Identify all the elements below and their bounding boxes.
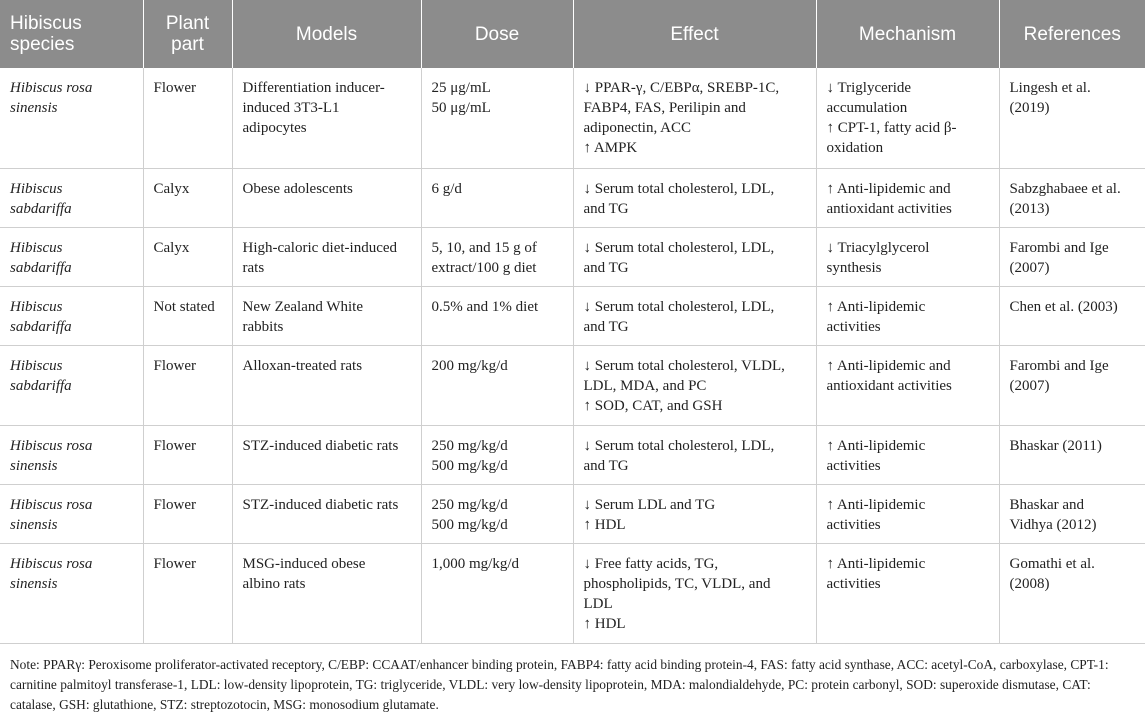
- dose-cell: [421, 227, 573, 286]
- dose-cell-line: 500 mg/kg/d: [431, 457, 508, 474]
- effect-cell-line: and TG: [583, 318, 629, 335]
- effect-cell-line: ↑ HDL: [583, 516, 626, 533]
- dose-cell-line: 25 μg/mL: [431, 80, 491, 96]
- effect-cell: [573, 168, 816, 227]
- species-cell: [0, 68, 143, 168]
- effect-cell-line: ↓ Serum total cholesterol, VLDL,: [583, 357, 785, 374]
- model-cell: [232, 425, 421, 484]
- model-cell-line: STZ-induced diabetic rats: [242, 496, 399, 513]
- dose-cell-line: 0.5% and 1% diet: [431, 298, 539, 315]
- header-references: References: [999, 0, 1145, 68]
- effect-cell-line: ↓ PPAR-γ, C/EBPα, SREBP-1C,: [583, 80, 780, 96]
- reference-cell: [999, 286, 1145, 345]
- mechanism-cell: [816, 68, 999, 168]
- dose-cell-line: 5, 10, and 15 g of: [431, 239, 537, 256]
- plant-part-cell: Calyx: [143, 227, 232, 286]
- reference-cell-line: Vidhya (2012): [1009, 516, 1097, 533]
- dose-cell: [421, 68, 573, 168]
- mechanism-cell-line: antioxidant activities: [826, 200, 952, 217]
- effect-cell-line: FABP4, FAS, Perilipin and: [583, 100, 746, 116]
- model-cell: [232, 68, 421, 168]
- species-cell: [0, 425, 143, 484]
- table-row: [0, 68, 1145, 168]
- model-cell: [232, 543, 421, 643]
- effect-cell: [573, 286, 816, 345]
- species-cell-line: sabdariffa: [10, 200, 72, 217]
- table-row: [0, 345, 1145, 425]
- mechanism-cell-line: antioxidant activities: [826, 377, 952, 394]
- model-cell-line: STZ-induced diabetic rats: [242, 437, 399, 454]
- dose-cell: [421, 168, 573, 227]
- reference-cell-line: Gomathi et al.: [1009, 555, 1095, 572]
- reference-cell-line: Lingesh et al.: [1009, 80, 1091, 96]
- model-cell-line: albino rats: [242, 575, 306, 592]
- species-cell: [0, 286, 143, 345]
- effect-cell: [573, 227, 816, 286]
- dose-cell: [421, 286, 573, 345]
- reference-cell-line: (2019): [1009, 100, 1050, 116]
- model-cell-line: New Zealand White: [242, 298, 364, 315]
- reference-cell-line: (2007): [1009, 377, 1050, 394]
- dose-cell: [421, 345, 573, 425]
- effect-cell: [573, 345, 816, 425]
- species-cell-line: sabdariffa: [10, 259, 72, 276]
- table-row: [0, 227, 1145, 286]
- mechanism-cell: [816, 484, 999, 543]
- model-cell-line: induced 3T3-L1: [242, 100, 340, 116]
- mechanism-cell-line: activities: [826, 457, 881, 474]
- reference-cell-line: Bhaskar and: [1009, 496, 1085, 513]
- reference-cell: [999, 168, 1145, 227]
- table-row: [0, 484, 1145, 543]
- mechanism-cell-line: accumulation: [826, 100, 908, 116]
- model-cell-line: rats: [242, 259, 265, 276]
- dose-cell: [421, 484, 573, 543]
- species-cell-line: Hibiscus: [10, 357, 63, 374]
- species-cell: [0, 484, 143, 543]
- effect-cell-line: adiponectin, ACC: [583, 120, 691, 136]
- effect-cell-line: and TG: [583, 259, 629, 276]
- mechanism-cell: [816, 345, 999, 425]
- reference-cell-line: (2013): [1009, 200, 1050, 217]
- effect-cell-line: and TG: [583, 457, 629, 474]
- header-species: Hibiscus species: [0, 0, 143, 68]
- model-cell-line: rabbits: [242, 318, 284, 335]
- mechanism-cell-line: ↓ Triacylglycerol: [826, 239, 930, 256]
- plant-part-cell: Flower: [143, 484, 232, 543]
- model-cell: [232, 345, 421, 425]
- mechanism-cell: [816, 168, 999, 227]
- model-cell-line: Alloxan-treated rats: [242, 357, 363, 374]
- reference-cell: [999, 68, 1145, 168]
- header-plant-part: Plant part: [143, 0, 232, 68]
- effect-cell-line: LDL: [583, 595, 613, 612]
- effect-cell-line: ↓ Serum LDL and TG: [583, 496, 716, 513]
- species-cell-line: Hibiscus: [10, 298, 63, 315]
- plant-part-cell: Flower: [143, 345, 232, 425]
- mechanism-cell: [816, 286, 999, 345]
- mechanism-cell-line: synthesis: [826, 259, 882, 276]
- model-cell-line: adipocytes: [242, 120, 307, 136]
- species-cell-line: Hibiscus rosa: [10, 555, 93, 572]
- table-body: [0, 68, 1145, 643]
- dose-cell-line: 500 mg/kg/d: [431, 516, 508, 533]
- mechanism-cell-line: activities: [826, 318, 881, 335]
- header-row: [0, 0, 1145, 68]
- mechanism-cell-line: ↑ Anti-lipidemic: [826, 437, 926, 454]
- mechanism-cell-line: ↑ Anti-lipidemic and: [826, 180, 951, 197]
- model-cell-line: Differentiation inducer-: [242, 80, 385, 96]
- effect-cell-line: ↓ Serum total cholesterol, LDL,: [583, 437, 775, 454]
- model-cell: [232, 286, 421, 345]
- dose-cell-line: 6 g/d: [431, 180, 462, 197]
- reference-cell: [999, 345, 1145, 425]
- plant-part-cell: Calyx: [143, 168, 232, 227]
- species-cell-line: Hibiscus rosa: [10, 437, 93, 454]
- species-cell: [0, 345, 143, 425]
- plant-part-cell: Flower: [143, 425, 232, 484]
- dose-cell-line: extract/100 g diet: [431, 259, 537, 276]
- species-cell-line: sinensis: [10, 516, 58, 533]
- mechanism-cell-line: activities: [826, 516, 881, 533]
- reference-cell-line: Sabzghabaee et al.: [1009, 180, 1121, 197]
- reference-cell-line: Bhaskar (2011): [1009, 437, 1102, 454]
- model-cell: [232, 227, 421, 286]
- header-dose: Dose: [421, 0, 573, 68]
- mechanism-cell-line: ↑ CPT-1, fatty acid β-: [826, 120, 957, 136]
- effect-cell-line: ↓ Serum total cholesterol, LDL,: [583, 298, 775, 315]
- plant-part-cell: Not stated: [143, 286, 232, 345]
- reference-cell-line: Farombi and Ige: [1009, 239, 1109, 256]
- mechanism-cell: [816, 425, 999, 484]
- effect-cell: [573, 68, 816, 168]
- species-cell-line: Hibiscus rosa: [10, 80, 93, 96]
- mechanism-cell-line: ↑ Anti-lipidemic: [826, 496, 926, 513]
- mechanism-cell: [816, 543, 999, 643]
- reference-cell: [999, 425, 1145, 484]
- table-row: [0, 425, 1145, 484]
- mechanism-cell-line: ↑ Anti-lipidemic: [826, 555, 926, 572]
- effect-cell-line: ↓ Serum total cholesterol, LDL,: [583, 239, 775, 256]
- mechanism-cell-line: ↑ Anti-lipidemic: [826, 298, 926, 315]
- dose-cell-line: 200 mg/kg/d: [431, 357, 508, 374]
- reference-cell: [999, 227, 1145, 286]
- species-cell-line: Hibiscus: [10, 239, 63, 256]
- plant-part-cell: Flower: [143, 543, 232, 643]
- species-cell-line: sinensis: [10, 100, 58, 116]
- effect-cell-line: ↑ HDL: [583, 615, 626, 632]
- dose-cell: [421, 425, 573, 484]
- mechanism-cell-line: activities: [826, 575, 881, 592]
- reference-cell: [999, 543, 1145, 643]
- model-cell-line: MSG-induced obese: [242, 555, 366, 572]
- dose-cell-line: 250 mg/kg/d: [431, 437, 508, 454]
- effect-cell-line: ↓ Free fatty acids, TG,: [583, 555, 719, 572]
- mechanism-cell-line: oxidation: [826, 140, 884, 156]
- effect-cell-line: and TG: [583, 200, 629, 217]
- plant-part-cell: Flower: [143, 68, 232, 168]
- table-row: [0, 168, 1145, 227]
- effect-cell: [573, 543, 816, 643]
- dose-cell: [421, 543, 573, 643]
- effect-cell-line: LDL, MDA, and PC: [583, 377, 707, 394]
- dose-cell-line: 50 μg/mL: [431, 100, 491, 116]
- species-cell-line: sabdariffa: [10, 318, 72, 335]
- reference-cell-line: Chen et al. (2003): [1009, 298, 1118, 315]
- header-effect: Effect: [573, 0, 816, 68]
- species-cell-line: Hibiscus rosa: [10, 496, 93, 513]
- species-cell-line: sabdariffa: [10, 377, 72, 394]
- model-cell-line: Obese adolescents: [242, 180, 353, 197]
- species-cell-line: sinensis: [10, 575, 58, 592]
- species-cell-line: Hibiscus: [10, 180, 63, 197]
- header-mechanism: Mechanism: [816, 0, 999, 68]
- reference-cell-line: Farombi and Ige: [1009, 357, 1109, 374]
- mechanism-cell: [816, 227, 999, 286]
- effect-cell: [573, 425, 816, 484]
- reference-cell-line: (2007): [1009, 259, 1050, 276]
- table-footnote: Note: PPARγ: Peroxisome proliferator-activated receptory, C/EBP: CCAAT/enhancer binding protein, FABP4: fatty acid binding protein-4, FAS: fatty acid synthase, ACC: acetyl-CoA, carboxylase, CPT-1: carnitine palmitoyl transferase-1, LDL: low-density lipoprotein, TG: triglyceride, VLDL: very low-density lipoprotein, MDA: malondialdehyde, PC: protein carbonyl, SOD: superoxide dismutase, CAT: catalase, GSH: glutathione, STZ: streptozotocin, MSG: monosodium glutamate.: [10, 657, 1109, 712]
- model-cell-line: High-caloric diet-induced: [242, 239, 398, 256]
- dose-cell-line: 250 mg/kg/d: [431, 496, 508, 513]
- species-cell: [0, 168, 143, 227]
- table-row: [0, 543, 1145, 643]
- species-cell: [0, 543, 143, 643]
- model-cell: [232, 484, 421, 543]
- effect-cell-line: ↑ SOD, CAT, and GSH: [583, 397, 723, 414]
- mechanism-cell-line: ↓ Triglyceride: [826, 80, 912, 96]
- effect-cell-line: ↑ AMPK: [583, 140, 638, 156]
- mechanism-cell-line: ↑ Anti-lipidemic and: [826, 357, 951, 374]
- species-cell: [0, 227, 143, 286]
- effect-cell-line: ↓ Serum total cholesterol, LDL,: [583, 180, 775, 197]
- species-cell-line: sinensis: [10, 457, 58, 474]
- effect-cell: [573, 484, 816, 543]
- dose-cell-line: 1,000 mg/kg/d: [431, 555, 520, 572]
- effect-cell-line: phospholipids, TC, VLDL, and: [583, 575, 771, 592]
- reference-cell-line: (2008): [1009, 575, 1050, 592]
- table-row: [0, 286, 1145, 345]
- model-cell: [232, 168, 421, 227]
- header-models: Models: [232, 0, 421, 68]
- reference-cell: [999, 484, 1145, 543]
